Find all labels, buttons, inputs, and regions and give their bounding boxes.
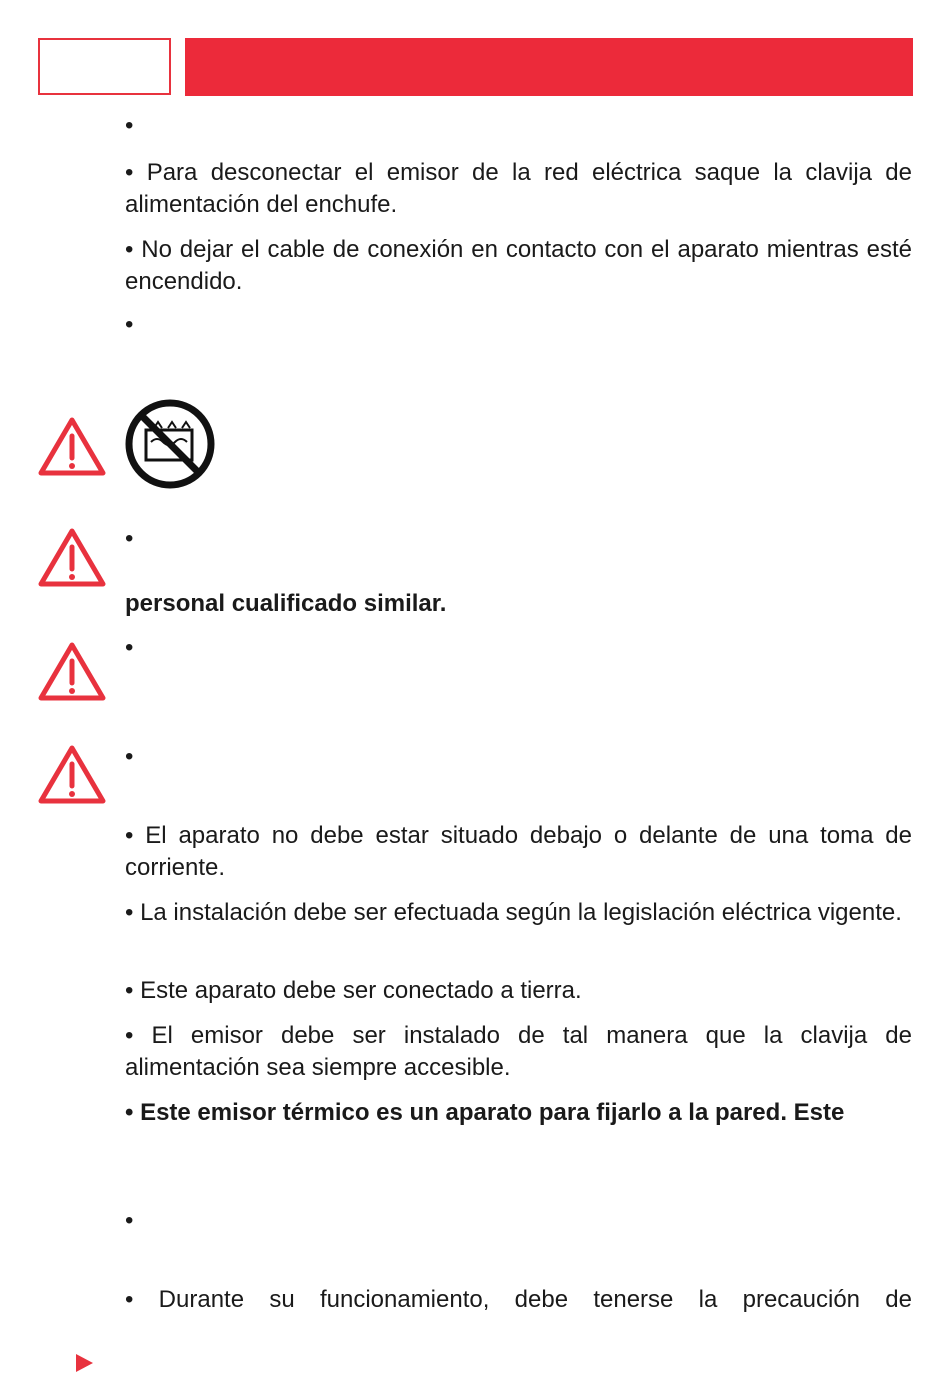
next-page-arrow-icon[interactable] xyxy=(74,1353,94,1373)
bullet-empty-6: • xyxy=(125,1207,134,1234)
paragraph-legislation: • La instalación debe ser efectuada según la legislación eléctrica vigente. xyxy=(125,899,902,926)
paragraph-qualified-personnel: personal cualificado similar. xyxy=(125,590,447,617)
warning-triangle-icon xyxy=(38,527,106,587)
paragraph-grounding: • Este aparato debe ser conectado a tierra. xyxy=(125,977,582,1004)
bullet-empty-5: • xyxy=(125,743,134,770)
warning-triangle-icon xyxy=(38,744,106,804)
bullet-empty-2: • xyxy=(125,311,134,338)
bullet-empty-4: • xyxy=(125,634,134,661)
do-not-cover-icon xyxy=(124,398,216,490)
bullet-empty-3: • xyxy=(125,525,134,552)
warning-triangle-icon xyxy=(38,416,106,476)
paragraph-cable: • No dejar el cable de conexión en contacto con el aparato mientras esté encendido. xyxy=(125,236,912,295)
bullet-empty-1: • xyxy=(125,112,134,139)
header-title-bar xyxy=(185,38,913,96)
paragraph-accessible-plug: • El emisor debe ser instalado de tal manera que la clavija de alimentación sea siempre accesible. xyxy=(125,1022,912,1081)
header-page-number-box xyxy=(38,38,171,95)
paragraph-wall-mounted: • Este emisor térmico es un aparato para fijarlo a la pared. Este xyxy=(125,1099,845,1126)
paragraph-disconnect: • Para desconectar el emisor de la red eléctrica saque la clavija de alimentación del enchufe. xyxy=(125,159,912,218)
warning-triangle-icon xyxy=(38,641,106,701)
paragraph-operation-caution: • Durante su funcionamiento, debe tenerse la precaución de xyxy=(125,1286,912,1313)
paragraph-socket-position: • El aparato no debe estar situado debajo o delante de una toma de corriente. xyxy=(125,822,912,881)
